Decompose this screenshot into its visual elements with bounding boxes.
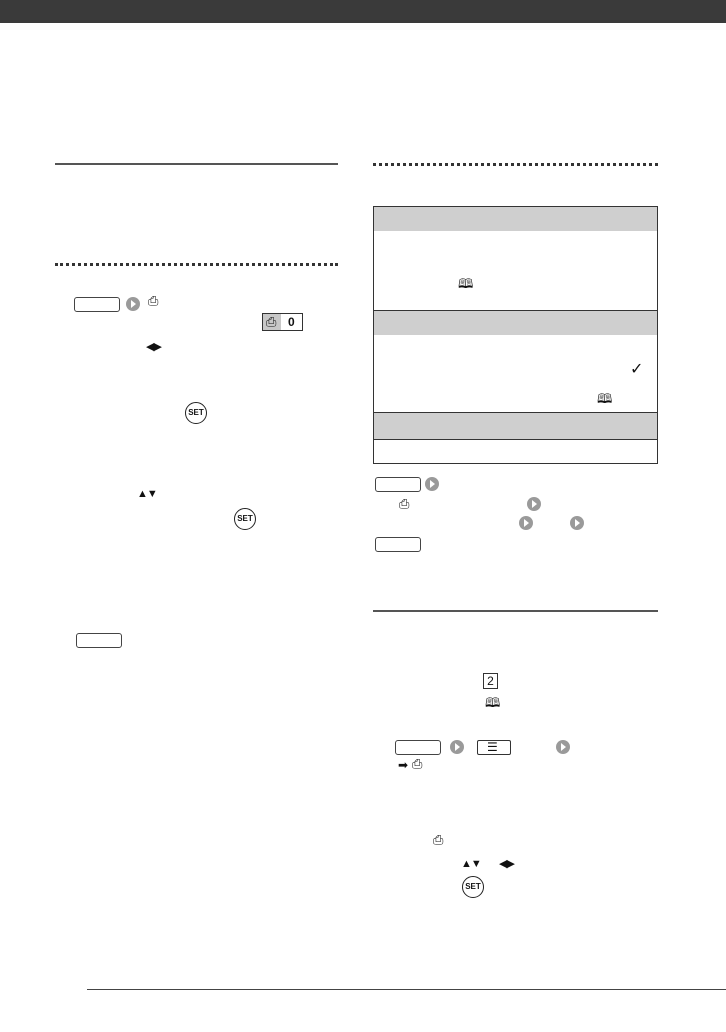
book-icon: 🕮	[597, 391, 613, 406]
set-button[interactable]: SET	[234, 508, 256, 530]
func-button[interactable]	[375, 537, 421, 552]
book-icon: 🕮	[458, 276, 474, 291]
menu-button[interactable]	[395, 740, 441, 755]
right-arrow-icon	[570, 516, 584, 530]
right-arrow-icon	[556, 740, 570, 754]
page-number-box: 2	[483, 673, 498, 689]
dotted-rule-right	[373, 163, 658, 166]
right-arrow-icon	[126, 297, 140, 311]
up-down-arrows-icon: ▲▼	[137, 488, 157, 500]
table-header-2	[374, 311, 657, 335]
set-button[interactable]: SET	[462, 876, 484, 898]
checkmark: ✓	[630, 361, 644, 378]
set-button[interactable]: SET	[185, 402, 207, 424]
right-arrow-icon	[450, 740, 464, 754]
dotted-rule-left	[55, 263, 338, 266]
printer-order-icon: ⎙	[399, 496, 410, 511]
left-right-arrows-icon: ◀▶	[146, 341, 161, 353]
right-arrow-icon	[519, 516, 533, 530]
up-down-arrows-icon: ▲▼	[461, 858, 481, 870]
printer-order-icon	[263, 314, 281, 330]
footer-rule	[87, 989, 726, 990]
func-button[interactable]	[76, 633, 122, 648]
table-header-3	[374, 413, 657, 439]
table-header-1	[374, 207, 657, 231]
go-arrow-icon: ➡	[398, 758, 409, 772]
printer-order-icon: ⎙	[412, 756, 423, 771]
table-divider	[374, 439, 657, 440]
func-button[interactable]	[375, 477, 421, 492]
section-rule-left	[55, 163, 338, 165]
info-table	[373, 206, 658, 464]
right-arrow-icon	[425, 477, 439, 491]
printer-order-icon: ⎙	[433, 832, 444, 847]
right-arrow-icon	[527, 497, 541, 511]
print-count-value: 0	[288, 315, 295, 329]
menu-list-icon	[477, 740, 511, 755]
left-right-arrows-icon: ◀▶	[499, 858, 514, 870]
menu-glyph: ☰	[487, 740, 498, 754]
func-button[interactable]	[74, 297, 120, 312]
print-glyph: ⎙	[266, 314, 277, 329]
top-banner	[0, 0, 726, 23]
printer-order-icon: ⎙	[148, 293, 159, 308]
book-icon: 🕮	[485, 695, 501, 710]
print-count-indicator	[262, 313, 303, 331]
section-rule-right	[373, 610, 658, 612]
